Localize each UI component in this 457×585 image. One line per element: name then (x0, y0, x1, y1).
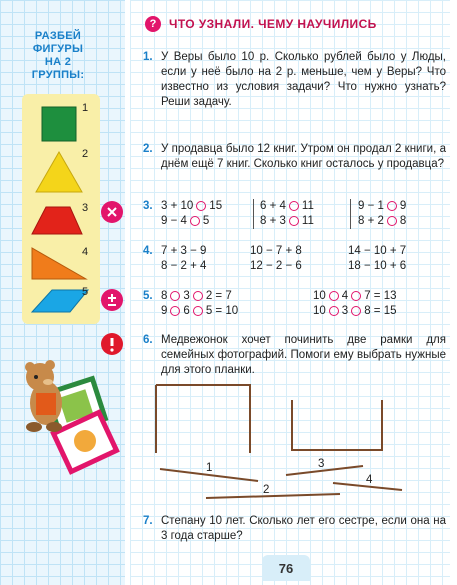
compare-column-3 (358, 199, 406, 229)
task-text: У Веры было 10 р. Сколько рублей было у Люды, если у неё было на 2 р. меньше, чем у Веры? Что известно из условия задачи? Что нужно узнать? Реши задачу. (161, 51, 446, 108)
sign-equation: 9 6 5 = 10 (161, 305, 239, 317)
frames-diagram (140, 375, 440, 505)
compare-column-2 (260, 199, 314, 229)
expression-column-1 (161, 244, 206, 274)
plank-2 (206, 494, 340, 498)
blue-rhombus-icon (32, 290, 88, 312)
column-divider (350, 199, 351, 229)
task-number: 4. (143, 245, 153, 257)
compare-expression: 6 + 4 11 (260, 200, 314, 212)
compare-icon (101, 201, 123, 223)
red-trapezoid-icon (32, 207, 82, 234)
compare-expression: 9 − 1 9 (358, 200, 407, 212)
task-number: 5. (143, 290, 153, 302)
compare-circle[interactable] (289, 201, 299, 211)
page-number: 76 (262, 555, 310, 581)
compare-column-1 (161, 199, 222, 229)
frame-left (156, 385, 250, 453)
task-number: 2. (143, 143, 153, 155)
compare-circle[interactable] (190, 216, 200, 226)
plank-label-3: 3 (318, 458, 325, 470)
sign-circle[interactable] (329, 306, 339, 316)
task-number: 1. (143, 51, 153, 63)
expression: 10 − 7 + 8 (250, 245, 302, 257)
sign-equation: 8 3 2 = 7 (161, 290, 232, 302)
sign-circle[interactable] (170, 306, 180, 316)
exclamation-icon (101, 333, 123, 355)
expression: 7 + 3 − 9 (161, 245, 207, 257)
sign-column-right (313, 289, 397, 319)
shapes-panel (22, 94, 100, 324)
sign-circle[interactable] (329, 291, 339, 301)
compare-circle[interactable] (387, 201, 397, 211)
compare-expression: 8 + 3 11 (260, 215, 314, 227)
sign-circle[interactable] (351, 306, 361, 316)
shape-number-1: 1 (82, 102, 89, 114)
task-text: У продавца было 12 книг. Утром он продал 2 книги, а днём ещё 7 книг. Сколько книг осталось у продавца? (161, 143, 446, 170)
expression-column-3 (348, 244, 406, 274)
expression: 8 − 2 + 4 (161, 260, 207, 272)
task-number: 6. (143, 334, 153, 346)
yellow-triangle-icon (36, 152, 82, 192)
compare-circle[interactable] (387, 216, 397, 226)
expression-column-2 (250, 244, 302, 274)
green-square-icon (42, 107, 76, 141)
sidebar (0, 0, 125, 585)
plank-label-1: 1 (206, 462, 213, 474)
sign-circle[interactable] (193, 306, 203, 316)
sign-circle[interactable] (193, 291, 203, 301)
shape-number-3: 3 (82, 202, 89, 214)
orange-right-triangle-icon (32, 246, 89, 279)
column-divider (253, 199, 254, 229)
sign-circle[interactable] (351, 291, 361, 301)
task-text: Медвежонок хочет починить две рамки для семейных фотографий. Помоги ему выбрать нужные для этого планки. (161, 334, 446, 376)
sign-circle[interactable] (170, 291, 180, 301)
compare-expression: 8 + 2 8 (358, 215, 407, 227)
frame-right (292, 400, 382, 450)
sign-column-left (161, 289, 238, 319)
shapes-svg (22, 94, 100, 324)
sign-equation: 10 3 8 = 15 (313, 305, 397, 317)
compare-expression: 3 + 10 15 (161, 200, 223, 212)
page-title: ЧТО УЗНАЛИ. ЧЕМУ НАУЧИЛИСЬ (169, 17, 377, 31)
compare-expression: 9 − 4 5 (161, 215, 210, 227)
question-badge: ? (145, 16, 161, 32)
shape-number-5: 5 (82, 286, 89, 298)
plank-label-4: 4 (366, 474, 373, 486)
plank-label-2: 2 (263, 484, 270, 496)
sidebar-title: РАЗБЕЙ ФИГУРЫ НА 2 ГРУППЫ: (31, 30, 85, 81)
shape-number-2: 2 (82, 148, 89, 160)
plus-minus-icon (101, 289, 123, 311)
bear-with-photos-icon (10, 355, 120, 475)
compare-circle[interactable] (196, 201, 206, 211)
expression: 12 − 2 − 6 (250, 260, 302, 272)
task-number: 3. (143, 200, 153, 212)
expression: 14 − 10 + 7 (348, 245, 407, 257)
task-text: Степану 10 лет. Сколько лет его сестре, если она на 3 года старше? (161, 515, 446, 542)
expression: 18 − 10 + 6 (348, 260, 407, 272)
compare-circle[interactable] (289, 216, 299, 226)
shape-number-4: 4 (82, 246, 89, 258)
plank-3 (286, 466, 363, 475)
sign-equation: 10 4 7 = 13 (313, 290, 397, 302)
task-number: 7. (143, 515, 153, 527)
